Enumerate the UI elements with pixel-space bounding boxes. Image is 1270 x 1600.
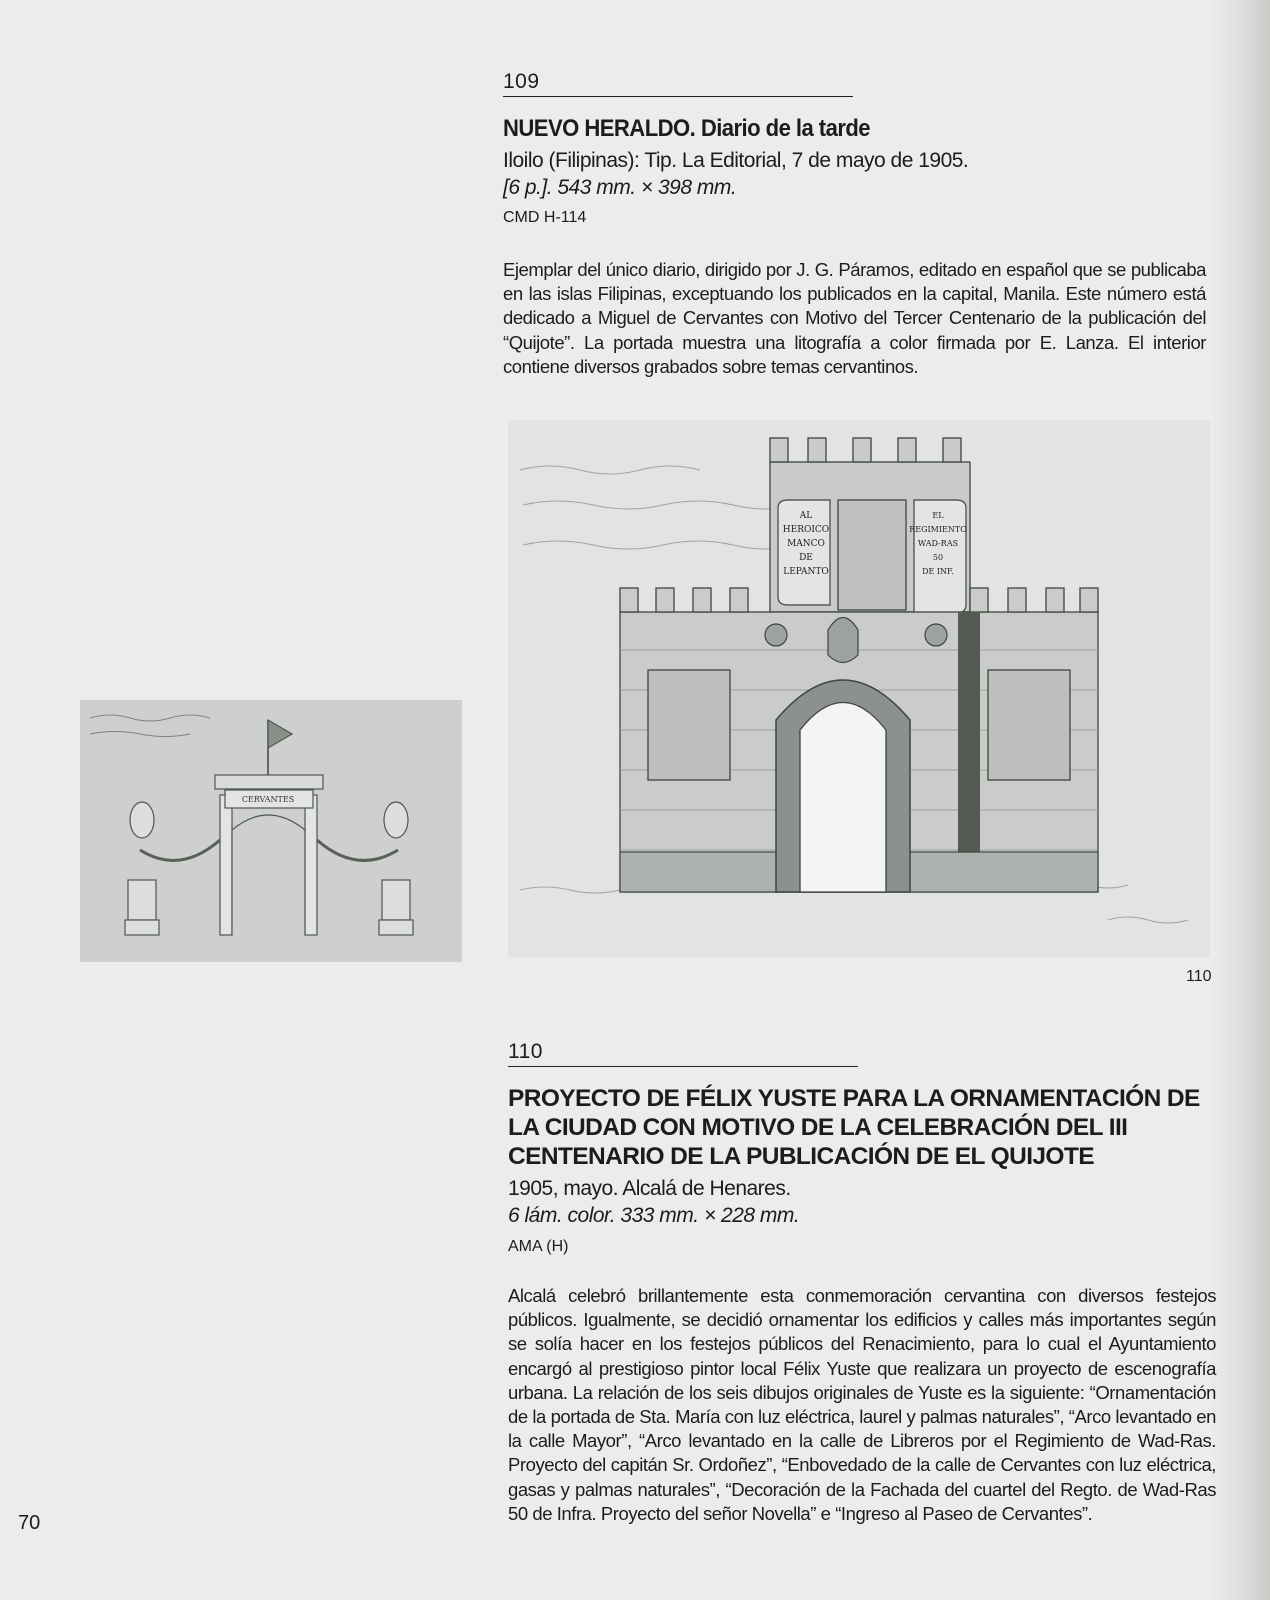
entry-109-title: NUEVO HERALDO. Diario de la tarde xyxy=(503,115,871,142)
page-number: 70 xyxy=(18,1512,41,1534)
arch-drawing xyxy=(80,700,462,962)
entry-109-reference: CMD H-114 xyxy=(503,209,587,226)
entry-109-rule xyxy=(503,96,853,97)
svg-text:REGIMIENTO: REGIMIENTO xyxy=(909,525,967,534)
entry-110-description: Alcalá celebró brillantemente esta conmemoración cervantina con diversos festejos públicos. Igualmente, se decidió ornamentar los edificios y calles más importantes según se solía hacer en los festejos públicos del Renacimiento, para lo cual el Ayuntamiento encargó al prestigioso pintor local Félix Yuste que realizara un proyecto de escenografía urbana. La relación de los seis dibujos originales de Yuste es la siguiente: “Ornamentación de la portada de Sta. María con luz eléctrica, laurel y palmas naturales”, “Arco levantado en la calle Mayor”, “Arco levantado en la calle de Libreros por el Regimiento de Wad-Ras. Proyecto del capitán Sr. Ordoñez”, “Enbovedado de la calle de Cervantes con luz eléctrica, gasas y palmas naturales”, “Decoración de la Fachada del cuartel del Regto. de Wad-Ras 50 de Infra. Proyecto del señor Novella” e “Ingreso al Paseo de Cervantes”. xyxy=(508,1285,1216,1524)
svg-text:EL: EL xyxy=(932,511,944,520)
entry-110-reference: AMA (H) xyxy=(508,1238,569,1255)
svg-text:AL: AL xyxy=(799,511,813,521)
svg-text:50: 50 xyxy=(932,553,944,562)
facade-drawing xyxy=(508,420,1210,957)
entry-109-imprint: Iloilo (Filipinas): Tip. La Editorial, 7 de mayo de 1905. xyxy=(503,149,969,172)
entry-110-number: 110 xyxy=(508,1040,543,1063)
entry-110-title: PROYECTO DE FÉLIX YUSTE PARA LA ORNAMENTACIÓN DE LA CIUDAD CON MOTIVO DE LA CELEBRACIÓN DEL III CENTENARIO DE LA PUBLICACIÓN DE EL QUIJOTE xyxy=(508,1085,1200,1170)
book-gutter-shadow xyxy=(1210,0,1270,1600)
svg-text:HEROICO: HEROICO xyxy=(782,525,830,535)
entry-110-physical: 6 lám. color. 333 mm. × 228 mm. xyxy=(508,1204,800,1227)
entry-110-date-place: 1905, mayo. Alcalá de Henares. xyxy=(508,1177,791,1200)
svg-text:LEPANTO: LEPANTO xyxy=(783,567,829,577)
svg-text:WAD-RAS: WAD-RAS xyxy=(917,539,959,548)
entry-109-description: Ejemplar del único diario, dirigido por J. G. Páramos, editado en español que se publicaba en las islas Filipinas, exceptuando los publicados en la capital, Manila. Este número está dedicado a Miguel de Cervantes con Motivo del Tercer Centenario de la publicación del “Quijote”. La portada muestra una litografía a color firmada por E. Lanza. El interior contiene diversos grabados sobre temas cervantinos. xyxy=(503,259,1206,377)
entry-110-rule xyxy=(508,1066,858,1067)
arch-opening xyxy=(800,703,886,893)
arch-banner-text: CERVANTES xyxy=(241,795,295,804)
entry-109-number: 109 xyxy=(503,70,540,93)
svg-text:DE: DE xyxy=(799,553,813,563)
entry-109-physical: [6 p.]. 543 mm. × 398 mm. xyxy=(503,176,737,199)
svg-text:MANCO: MANCO xyxy=(787,539,825,549)
figure-caption: 110 xyxy=(1186,968,1212,985)
right-painting xyxy=(988,670,1070,780)
left-painting xyxy=(648,670,730,780)
svg-text:DE INF.: DE INF. xyxy=(922,567,954,576)
wall-shadow xyxy=(958,612,980,892)
upper-painting xyxy=(838,500,906,610)
